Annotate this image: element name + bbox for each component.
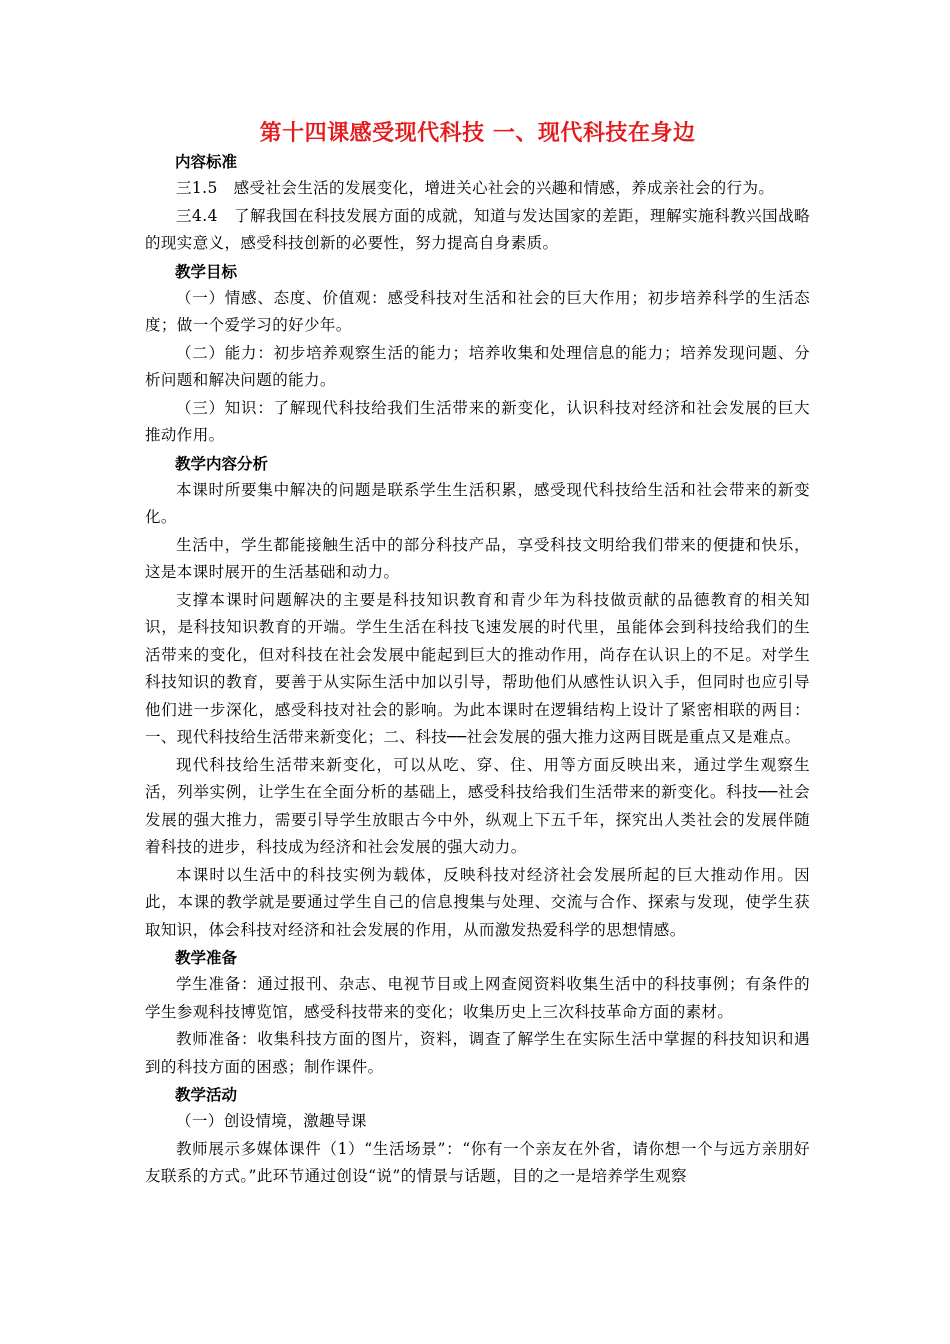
document-page xyxy=(145,118,810,1191)
section-content-standard xyxy=(145,148,810,258)
section-heading: 教学活动 xyxy=(175,1085,238,1104)
section-teaching-preparation xyxy=(145,944,810,1081)
section-heading: 教学目标 xyxy=(175,261,238,281)
paragraph: （一）创设情境，激趣导课 xyxy=(176,1112,367,1130)
section-content-analysis xyxy=(145,450,810,945)
paragraph: 教师展示多媒体课件（1）“生活场景”：“你有一个亲友在外省，请你想一个与远方亲朋好友联系的方式。”此环节通过创设“说”的情景与话题，目的之一是培养学生观察 xyxy=(145,1139,810,1185)
paragraph: （一）情感、态度、价值观：感受科技对生活和社会的巨大作用；初步培养科学的生活态度；做一个爱学习的好少年。 xyxy=(145,288,810,334)
section-teaching-goals xyxy=(145,258,810,450)
paragraph: 生活中，学生都能接触生活中的部分科技产品，享受科技文明给我们带来的便捷和快乐，这是本课时展开的生活基础和动力。 xyxy=(145,535,810,581)
paragraph: （二）能力：初步培养观察生活的能力；培养收集和处理信息的能力；培养发现问题、分析问题和解决问题的能力。 xyxy=(145,343,810,389)
paragraph: （三）知识：了解现代科技给我们生活带来的新变化，认识科技对经济和社会发展的巨大推动作用。 xyxy=(145,398,810,444)
paragraph: 学生准备：通过报刊、杂志、电视节目或上网查阅资料收集生活中的科技事例；有条件的学生参观科技博览馆，感受科技带来的变化；收集历史上三次科技革命方面的素材。 xyxy=(145,975,810,1021)
section-teaching-activities xyxy=(145,1081,810,1191)
paragraph: 现代科技给生活带来新变化，可以从吃、穿、住、用等方面反映出来，通过学生观察生活，列举实例，让学生在全面分析的基础上，感受科技给我们生活带来的新变化。科技──社会发展的强大推力，需要引导学生放眼古今中外，纵观上下五千年，探究出人类社会的发展伴随着科技的进步，科技成为经济和社会发展的强大动力。 xyxy=(145,755,810,856)
paragraph: 三4.4 了解我国在科技发展方面的成就，知道与发达国家的差距，理解实施科教兴国战略的现实意义，感受科技创新的必要性，努力提高自身素质。 xyxy=(145,206,810,252)
paragraph: 本课时所要集中解决的问题是联系学生生活积累，感受现代科技给生活和社会带来的新变化。 xyxy=(145,480,810,526)
paragraph: 支撑本课时问题解决的主要是科技知识教育和青少年为科技做贡献的品德教育的相关知识，是科技知识教育的开端。学生生活在科技飞速发展的时代里，虽能体会到科技给我们的生活带来的变化，但对科技在社会发展中能起到巨大的推动作用，尚存在认识上的不足。对学生科技知识的教育，要善于从实际生活中加以引导，帮助他们从感性认识入手，但同时也应引导他们进一步深化，感受科技对社会的影响。为此本课时在逻辑结构上设计了紧密相联的两目：一、现代科技给生活带来新变化；二、科技──社会发展的强大推力这两目既是重点又是难点。 xyxy=(145,590,810,746)
paragraph: 三1.5 感受社会生活的发展变化，增进关心社会的兴趣和情感，养成亲社会的行为。 xyxy=(176,179,775,197)
section-heading: 教学准备 xyxy=(175,948,238,967)
section-heading: 内容标准 xyxy=(175,152,238,171)
paragraph: 本课时以生活中的科技实例为载体，反映科技对经济社会发展所起的巨大推动作用。因此，本课的教学就是要通过学生自己的信息搜集与处理、交流与合作、探索与发现，使学生获取知识，体会科技对经济和社会发展的作用，从而激发热爱科学的思想情感。 xyxy=(145,865,810,939)
paragraph: 教师准备：收集科技方面的图片，资料，调查了解学生在实际生活中掌握的科技知识和遇到的科技方面的困惑；制作课件。 xyxy=(145,1030,810,1076)
document-title: 第十四课感受现代科技 一、现代科技在身边 xyxy=(259,120,696,146)
section-heading: 教学内容分析 xyxy=(175,453,269,473)
